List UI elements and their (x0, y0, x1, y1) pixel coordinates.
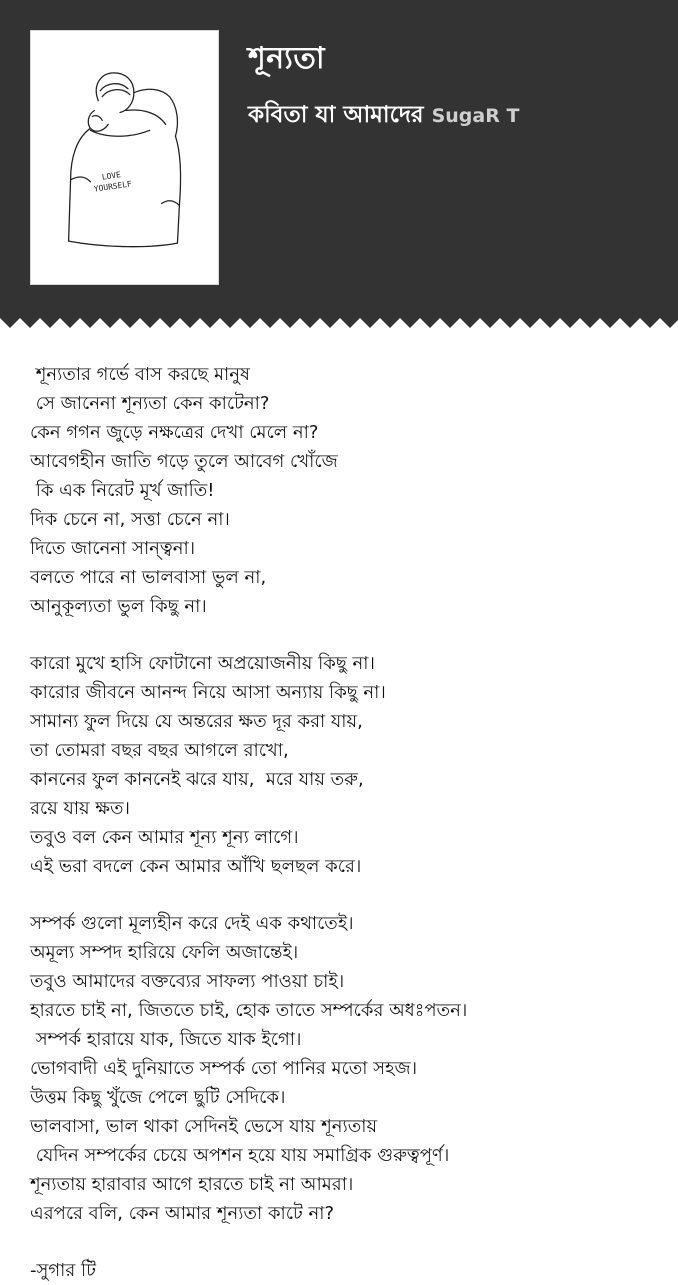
poem-line: কারো মুখে হাসি ফোটানো অপ্রয়োজনীয় কিছু না। (30, 653, 375, 674)
poem-line: সম্পর্ক হারায়ে যাক, জিতে যাক ইগো। (30, 1029, 302, 1050)
stanza-1 (30, 360, 660, 621)
poem-line: সম্পর্ক গুলো মূল্যহীন করে দেই এক কথাতেই। (30, 913, 354, 934)
poem-line: এরপরে বলি, কেন আমার শূন্যতা কাটে না? (30, 1203, 335, 1224)
poem-line: আনুকূল্যতা ভুল কিছু না। (30, 596, 207, 617)
poem-line: কেন গগন জুড়ে নক্ষত্রের দেখা মেলে না? (30, 422, 319, 443)
poem-line: কারোর জীবনে আনন্দ নিয়ে আসা অন্যায় কিছু না। (30, 682, 386, 703)
poem-line: কাননের ফুল কাননেই ঝরে যায়, মরে যায় তরু, (30, 769, 364, 790)
shirt-text-line2: YOURSELF (93, 179, 133, 194)
poem-body (30, 360, 660, 1285)
poem-line: অমূল্য সম্পদ হারিয়ে ফেলি অজান্তেই। (30, 942, 299, 963)
poem-line: আবেগহীন জাতি গড়ে তুলে আবেগ খোঁজে (30, 451, 338, 472)
poem-line: তা তোমরা বছর বছর আগলে রাখো, (30, 740, 289, 761)
poem-line: হারতে চাই না, জিততে চাই, হোক তাতে সম্পর্কের অধঃপতন। (30, 1000, 468, 1021)
poem-line: দিতে জানেনা সান্ত্বনা। (30, 538, 196, 559)
poem-line: ভোগবাদী এই দুনিয়াতে সম্পর্ক তো পানির মতো সহজ। (30, 1058, 418, 1079)
poem-line: কি এক নিরেট মূর্খ জাতি! (30, 480, 215, 501)
poem-signature: -সুগার টি (30, 1260, 96, 1281)
poem-line: রয়ে যায় ক্ষত। (30, 798, 130, 819)
poem-line: সে জানেনা শূন্যতা কেন কাটেনা? (30, 393, 270, 414)
shirt-text-line1: LOVE (101, 170, 122, 182)
cover-image[interactable] (30, 30, 219, 285)
poem-line: শূন্যতার গর্ভে বাস করছে মানুষ (30, 364, 250, 385)
poem-line: উত্তম কিছু খুঁজে পেলে ছুটি সেদিকে। (30, 1087, 286, 1108)
poem-line: সামান্য ফুল দিয়ে যে অন্তরের ক্ষত দূর করা যায়, (30, 711, 363, 732)
subtitle (248, 96, 519, 135)
zigzag-shape (0, 318, 678, 338)
poem-line: এই ভরা বদলে কেন আমার আঁখি ছলছল করে। (30, 856, 362, 877)
poem-line: তবুও আমাদের বক্তব্যের সাফল্য পাওয়া চাই। (30, 971, 345, 992)
poem-line: যেদিন সম্পর্কের চেয়ে অপশন হয়ে যায় সমাগ্রিক গুরুত্বপূর্ণ। (30, 1145, 450, 1166)
stanza-3 (30, 909, 660, 1228)
poem-line: দিক চেনে না, সত্তা চেনে না। (30, 509, 230, 530)
header-banner (0, 0, 678, 330)
poem-line: ভালবাসা, ভাল থাকা সেদিনই ভেসে যায় শূন্যতায় (30, 1116, 378, 1137)
zigzag-divider (0, 308, 678, 338)
stanza-2 (30, 649, 660, 881)
poem-line: শূন্যতায় হারাবার আগে হারতে চাই না আমরা। (30, 1174, 354, 1195)
poem-line: বলতে পারে না ভালবাসা ভুল না, (30, 567, 267, 588)
author-tag[interactable]: SugaR T (431, 105, 520, 127)
subtitle-text: কবিতা যা আমাদের (248, 102, 424, 128)
poem-line: তবুও বল কেন আমার শূন্য শূন্য লাগে। (30, 827, 299, 848)
person-illustration (31, 31, 218, 284)
page-title: শূন্যতা (248, 41, 326, 76)
